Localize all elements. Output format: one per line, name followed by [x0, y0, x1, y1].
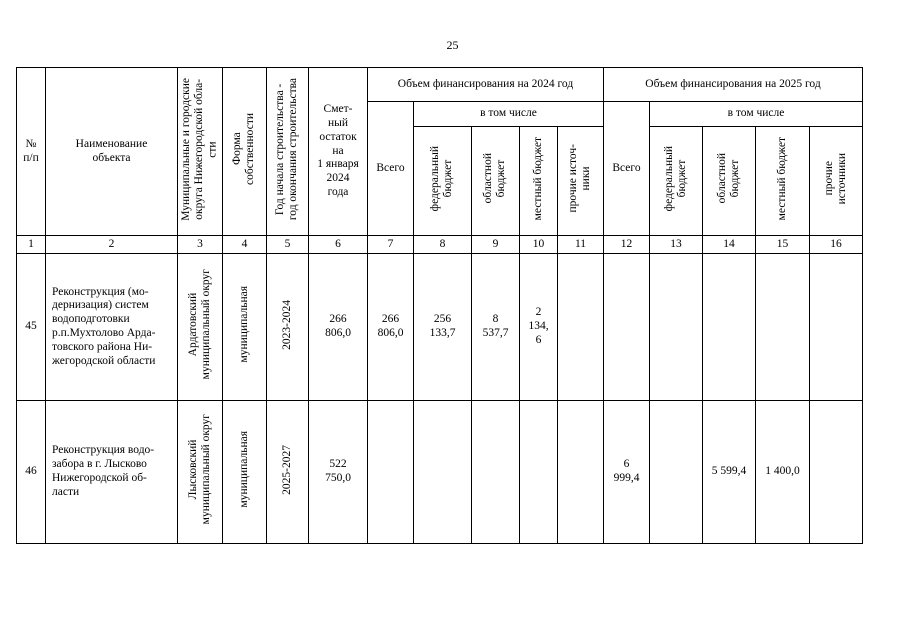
local-2024: [520, 401, 558, 544]
federal-2025-header: федеральный бюджет: [650, 127, 703, 236]
total-2025-header: Всего: [604, 102, 650, 236]
local-2024-header: местный бюджет: [520, 127, 558, 236]
regional-2025: [703, 254, 756, 401]
column-number: 16: [810, 236, 863, 254]
column-number: 1: [17, 236, 46, 254]
district-cell: Ардатовский муниципальный округ: [178, 254, 223, 401]
federal-2024: 256 133,7: [414, 254, 472, 401]
regional-2025: 5 599,4: [703, 401, 756, 544]
total-2024: [368, 401, 414, 544]
regional-2024-header: областной бюджет: [472, 127, 520, 236]
local-2025-header: местный бюджет: [756, 127, 810, 236]
district-cell: Лысковский муниципальный округ: [178, 401, 223, 544]
col-name-header: Наименование объекта: [46, 68, 178, 236]
column-number: 14: [703, 236, 756, 254]
years-cell: 2023-2024: [267, 254, 309, 401]
ownership-cell: муниципальная: [223, 401, 267, 544]
other-2025: [810, 401, 863, 544]
column-number: 7: [368, 236, 414, 254]
group-2024-header: Объем финансирования на 2024 год: [368, 68, 604, 102]
col-estimate-header: Смет- ный остаток на 1 января 2024 года: [309, 68, 368, 236]
federal-2025: [650, 401, 703, 544]
incl-2025-header: в том числе: [650, 102, 863, 127]
total-2024-header: Всего: [368, 102, 414, 236]
other-2024: [558, 254, 604, 401]
total-2025: 6 999,4: [604, 401, 650, 544]
other-2025-header: прочие источники: [810, 127, 863, 236]
column-number: 3: [178, 236, 223, 254]
federal-2024-header: федеральный бюджет: [414, 127, 472, 236]
row-num: 46: [17, 401, 46, 544]
regional-2024: [472, 401, 520, 544]
col-years-header: Год начала строительства - год окончания строительства: [267, 68, 309, 236]
column-number: 2: [46, 236, 178, 254]
incl-2024-header: в том числе: [414, 102, 604, 127]
column-number: 9: [472, 236, 520, 254]
column-number: 15: [756, 236, 810, 254]
total-2024: 266 806,0: [368, 254, 414, 401]
column-number-row: [17, 236, 863, 254]
local-2025: [756, 254, 810, 401]
column-number: 12: [604, 236, 650, 254]
other-2024: [558, 401, 604, 544]
col-num-header: № п/п: [17, 68, 46, 236]
other-2024-header: прочие источ- ники: [558, 127, 604, 236]
col-ownership-header: Форма собственности: [223, 68, 267, 236]
ownership-cell: муниципальная: [223, 254, 267, 401]
local-2025: 1 400,0: [756, 401, 810, 544]
column-number: 5: [267, 236, 309, 254]
federal-2024: [414, 401, 472, 544]
local-2024: 2 134, 6: [520, 254, 558, 401]
object-name: Реконструкция (мо- дернизация) систем водоподготовки р.п.Мухтолово Арда- товского района Ни- жегородской области: [46, 254, 178, 401]
page-number: 25: [446, 38, 459, 52]
header-row-1: [17, 68, 863, 102]
years-cell: 2025-2027: [267, 401, 309, 544]
column-number: 13: [650, 236, 703, 254]
estimate-remainder: 266 806,0: [309, 254, 368, 401]
column-number: 4: [223, 236, 267, 254]
column-number: 10: [520, 236, 558, 254]
col-district-header: Муниципальные и городские округа Нижегородской обла- сти: [178, 68, 223, 236]
row-num: 45: [17, 254, 46, 401]
estimate-remainder: 522 750,0: [309, 401, 368, 544]
column-number: 11: [558, 236, 604, 254]
total-2025: [604, 254, 650, 401]
federal-2025: [650, 254, 703, 401]
column-number: 6: [309, 236, 368, 254]
table-row: [17, 401, 863, 544]
regional-2024: 8 537,7: [472, 254, 520, 401]
financing-table: [16, 67, 863, 544]
other-2025: [810, 254, 863, 401]
table-row: [17, 254, 863, 401]
group-2025-header: Объем финансирования на 2025 год: [604, 68, 863, 102]
object-name: Реконструкция водо- забора в г. Лысково Нижегородской об- ласти: [46, 401, 178, 544]
column-number: 8: [414, 236, 472, 254]
regional-2025-header: областной бюджет: [703, 127, 756, 236]
